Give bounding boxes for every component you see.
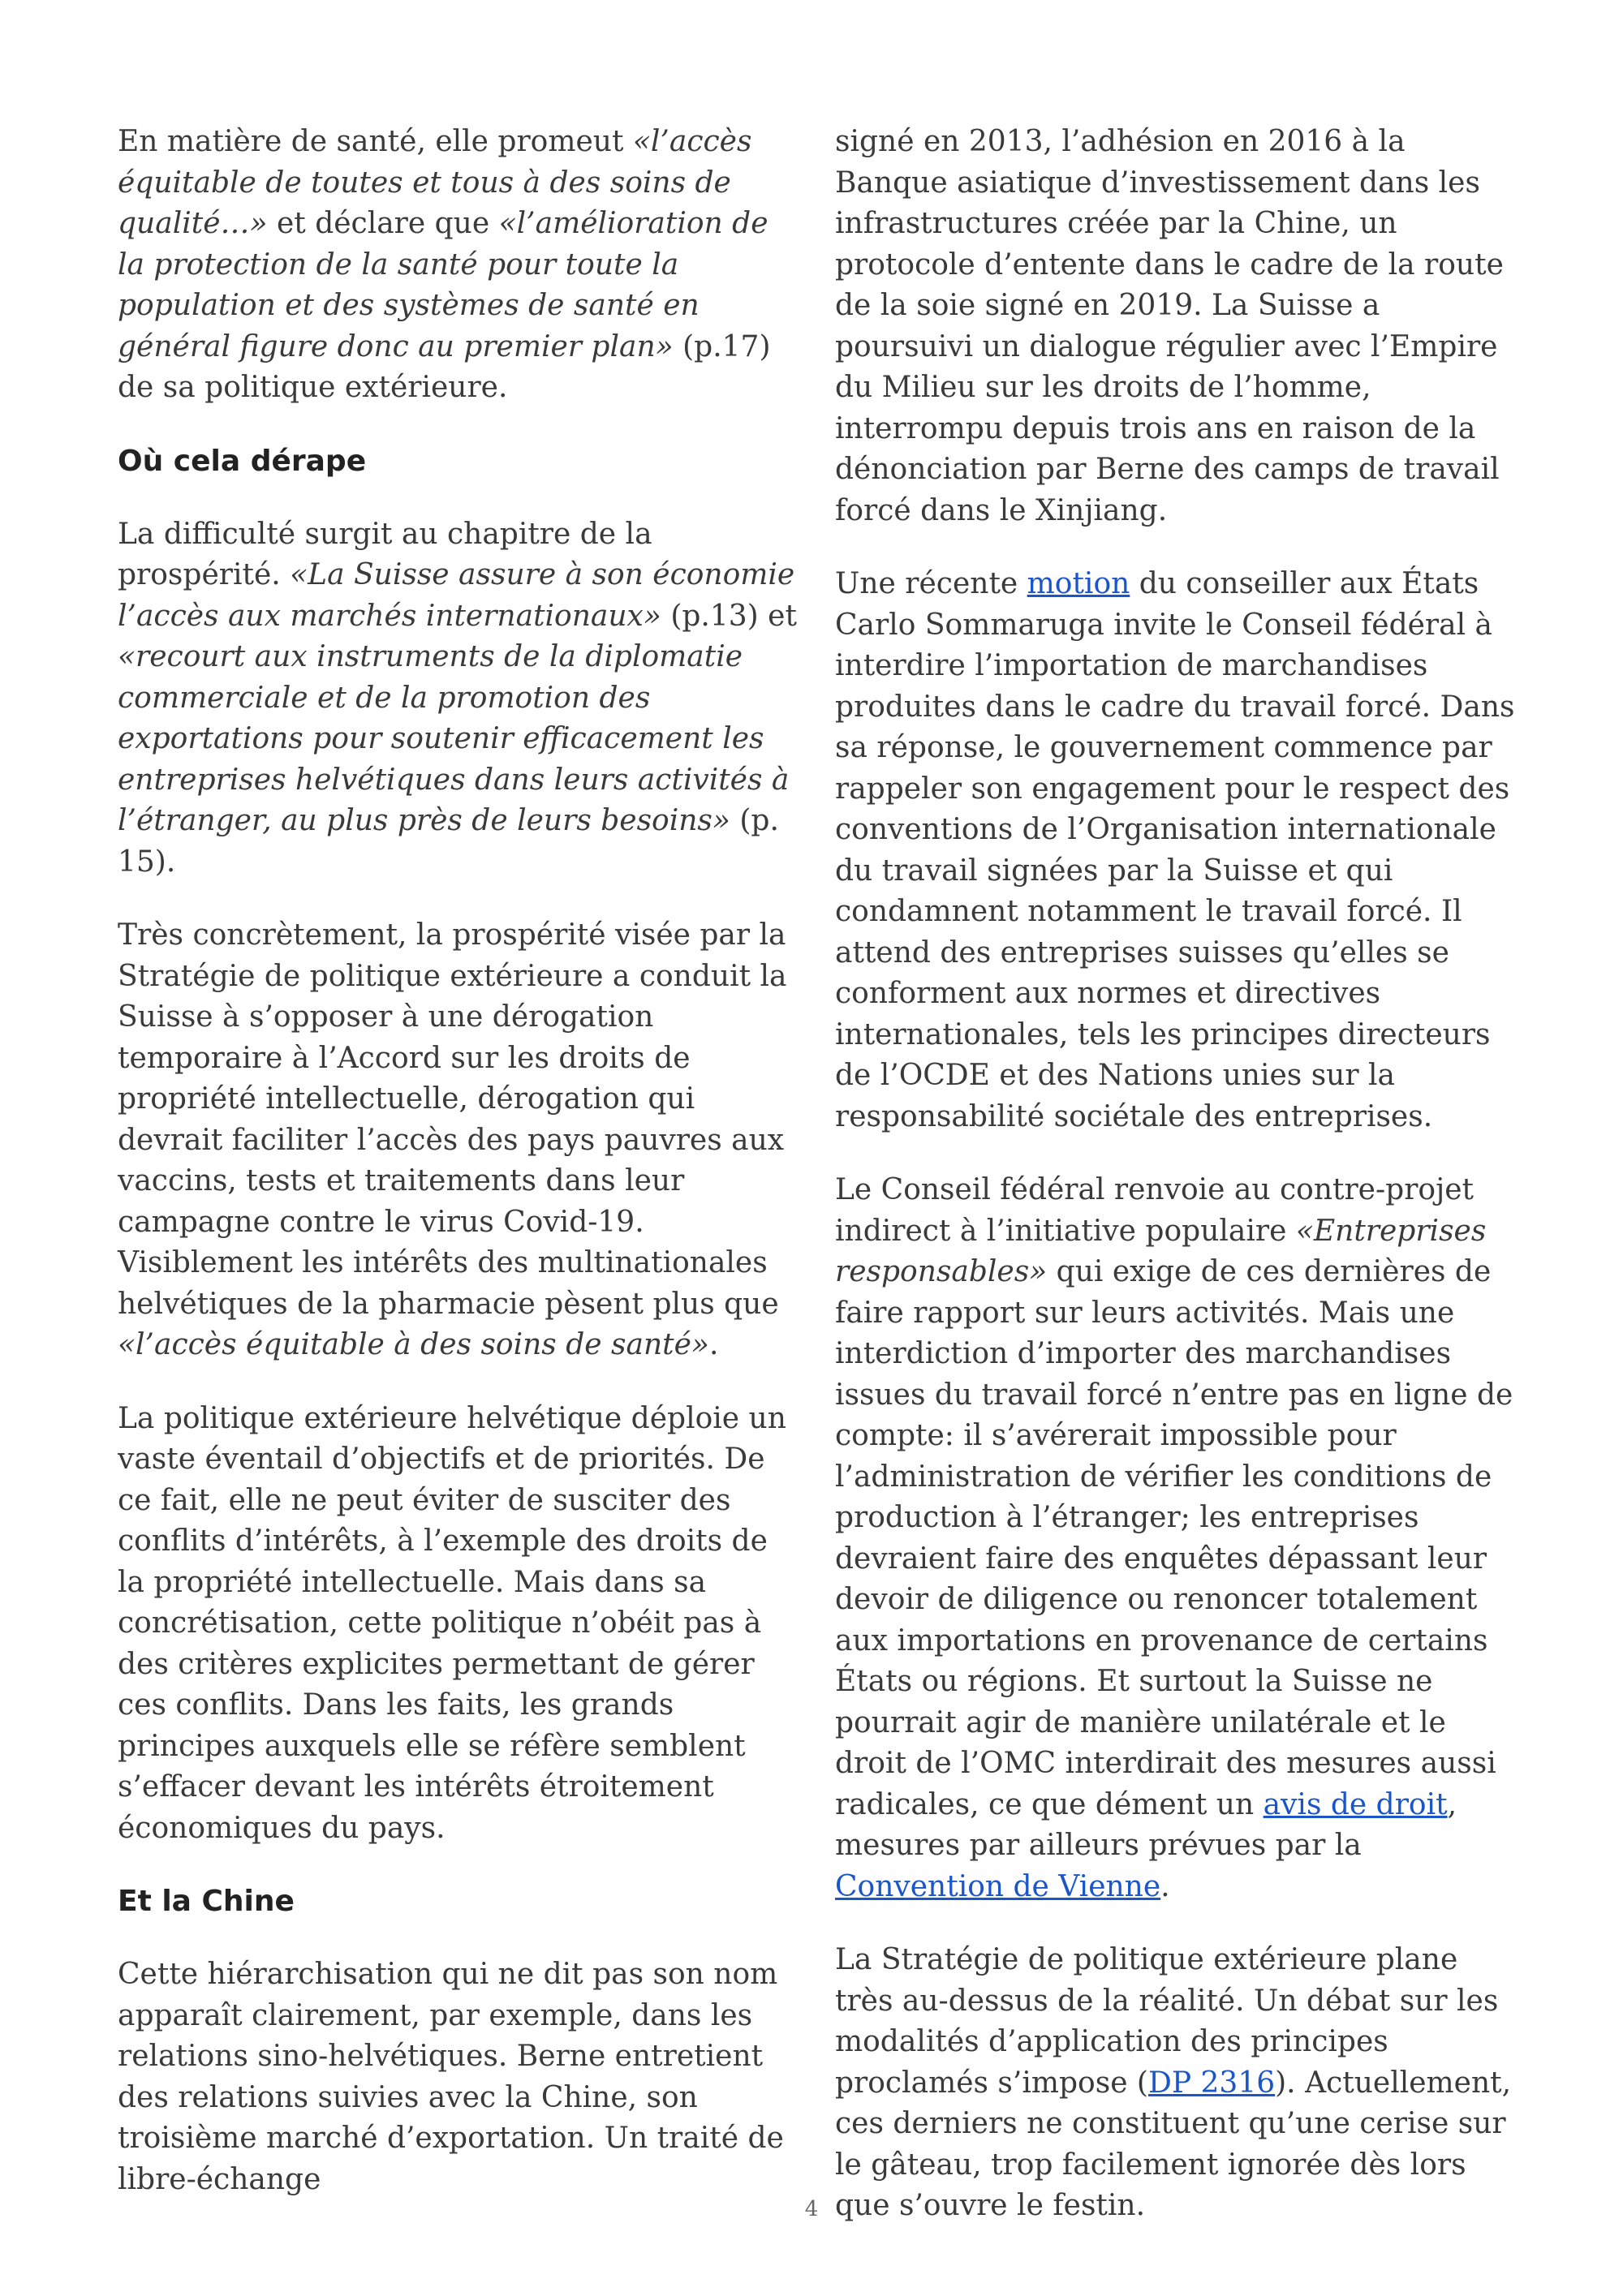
text-span: Une récente — [835, 567, 1027, 600]
paragraph-china: Cette hiérarchisation qui ne dit pas son nom apparaît clairement, par exemple, dans les relations sino-helvétiques. Berne entretient des relations suivies avec la Chine, son troisième marché d’exportation. Un traité de libre-échange — [118, 1958, 784, 2196]
paragraph-strategy — [835, 1940, 1517, 2227]
text-span: En matière de santé, elle promeut — [118, 125, 633, 158]
quote-span: «Entreprises responsables» — [835, 1214, 1487, 1288]
text-span: (p.13) et — [661, 599, 797, 633]
quote-span: «l’amélioration de la protection de la santé pour toute la population et des systèmes de santé en général figure donc au premier plan» — [118, 207, 768, 363]
paragraph-conflicts: La politique extérieure helvétique déploie un vaste éventail d’objectifs et de priorités. De ce fait, elle ne peut éviter de susciter des conflits d’intérêts, à l’exemple des droits de la propriété intellectuelle. Mais dans sa concrétisation, cette politique n’obéit pas à des critères explicites permettant de gérer ces conflits. Dans les faits, les grands principes auxquels elle se réfère semblent s’effacer devant les intérêts étroitement économiques du pays. — [118, 1401, 786, 1845]
text-span: . — [1160, 1869, 1170, 1903]
text-span: ). Actuellement, ces derniers ne constituent qu’une cerise sur le gâteau, trop facilement ignorée dès lors que s’ouvre le festin. — [835, 2066, 1512, 2222]
section-heading-derape: Où cela dérape — [118, 444, 367, 478]
text-span: . — [708, 1328, 719, 1361]
convention-de-vienne-link[interactable]: Convention de Vienne — [835, 1869, 1161, 1903]
text-span: La difficulté surgit au chapitre de la prospérité. — [118, 517, 652, 591]
text-span: , mesures par ailleurs prévues par la — [835, 1787, 1457, 1862]
text-span: Très concrètement, la prospérité visée par la Stratégie de politique extérieure a conduit la Suisse à s’opposer à une dérogation temporaire à l’Accord sur les droits de propriété intellectuelle, dérogation qui devrait faciliter l’accès des pays pauvres aux vaccins, tests et traitements dans leur campagne contre le virus Covid-19. Visiblement les intérêts des multinationales helvétiques de la pharmacie pèsent plus que — [118, 918, 787, 1321]
text-span: (p. 15). — [118, 804, 779, 879]
paragraph-prosperity — [118, 514, 799, 884]
left-column — [118, 122, 799, 2233]
text-span: Le Conseil fédéral renvoie au contre-projet indirect à l’initiative populaire — [835, 1173, 1474, 1248]
avis-de-droit-link[interactable]: avis de droit — [1263, 1787, 1448, 1821]
page-number: 4 — [804, 2197, 819, 2221]
text-span: du conseiller aux États Carlo Sommaruga invite le Conseil fédéral à interdire l’importation de marchandises produites dans le cadre du travail forcé. Dans sa réponse, le gouvernement commence par rappeler son engagement pour le respect des conventions de l’Organisation internationale du travail signées par la Suisse et qui condamnent notamment le travail forcé. Il attend des entreprises suisses qu’elles se conforment aux normes et directives internationales, tels les principes directeurs de l’OCDE et des Nations unies sur la responsabilité sociétale des entreprises. — [835, 567, 1515, 1133]
section-heading-chine: Et la Chine — [118, 1885, 295, 1918]
text-span: et déclare que — [267, 207, 499, 240]
right-column — [835, 122, 1517, 2259]
motion-link[interactable]: motion — [1027, 567, 1130, 600]
quote-span: «l’accès équitable de toutes et tous à des soins de qualité…» — [118, 125, 752, 240]
text-span: (p.17) de sa politique extérieure. — [118, 329, 771, 404]
quote-span: «l’accès équitable à des soins de santé» — [118, 1328, 709, 1361]
dp-2316-link[interactable]: DP 2316 — [1147, 2066, 1276, 2100]
text-span: qui exige de ces dernières de faire rapport sur leurs activités. Mais une interdiction d’importer des marchandises issues du travail forcé n’entre pas en ligne de compte: il s’avérerait impossible pour l’administration de vérifier les conditions de production à l’étranger; les entreprises devraient faire des enquêtes dépassant leur devoir de diligence ou renoncer totalement aux importations en provenance de certains États ou régions. Et surtout la Suisse ne pourrait agir de manière unilatérale et le droit de l’OMC interdirait des mesures aussi radicales, ce que dément un — [835, 1255, 1513, 1821]
text-span: La Stratégie de politique extérieure plane très au-dessus de la réalité. Un débat sur les modalités d’application des principes proclamés s’impose ( — [835, 1943, 1499, 2100]
paragraph-china-continued: signé en 2013, l’adhésion en 2016 à la Banque asiatique d’investissement dans les infrastructures créée par la Chine, un protocole d’entente dans le cadre de la route de la soie signé en 2019. La Suisse a poursuivi un dialogue régulier avec l’Empire du Milieu sur les droits de l’homme, interrompu depuis trois ans en raison de la dénonciation par Berne des camps de travail forcé dans le Xinjiang. — [835, 125, 1504, 527]
paragraph-vaccines — [118, 915, 799, 1366]
paragraph-federal-council — [835, 1170, 1517, 1907]
paragraph-health — [118, 122, 799, 409]
quote-span: «recourt aux instruments de la diplomatie commerciale et de la promotion des exportations pour soutenir efficacement les entreprises helvétiques dans leurs activités à l’étranger, au plus près de leurs besoins» — [118, 640, 790, 837]
paragraph-motion — [835, 564, 1517, 1137]
quote-span: «La Suisse assure à son économie l’accès aux marchés internationaux» — [118, 558, 795, 633]
